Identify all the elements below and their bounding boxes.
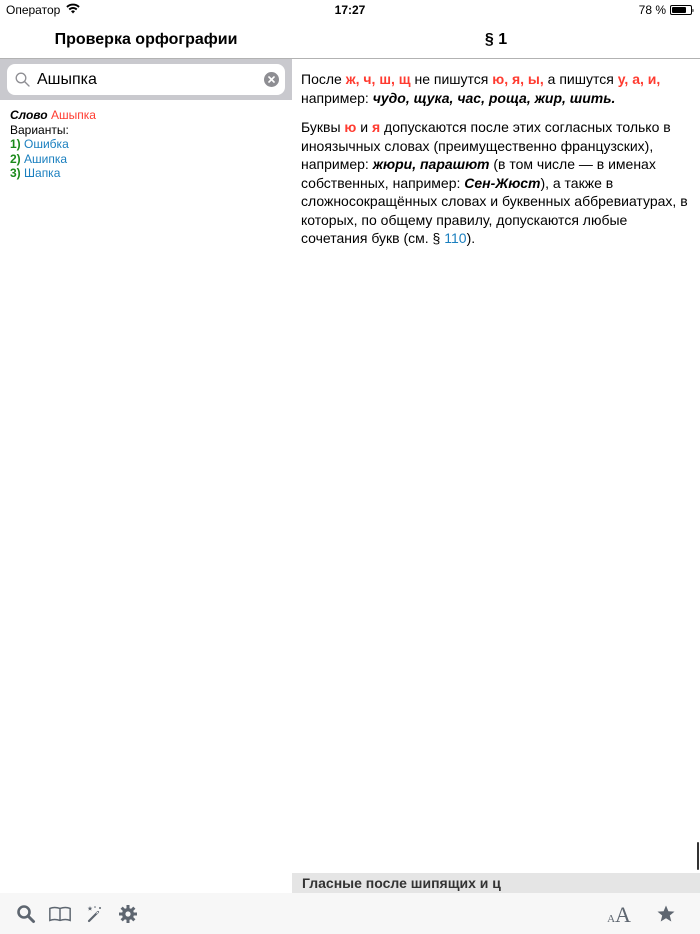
settings-button[interactable] [116,902,140,926]
text: и [356,119,372,135]
variant-item[interactable] [10,137,96,152]
status-right [639,3,692,17]
font-size-small-icon: A [607,913,616,925]
book-icon [48,904,72,924]
text: После [301,71,346,87]
variant-item[interactable] [10,152,96,167]
rule-paragraph-2 [301,118,691,248]
search-field[interactable] [7,64,285,95]
text: ), а также в сложносокращённых словах и буквенных аббревиатурах, в которых, по общему правилу, допускаются любые сочетания букв (см. § [301,174,688,246]
search-icon [16,904,36,924]
text: а пишутся [543,71,618,87]
right-pane-title: § 1 [484,30,508,48]
highlight: ж, ч, ш, щ [345,71,411,87]
highlight: у, а, и, [617,71,661,87]
variant-item[interactable] [10,166,96,181]
text: ). [466,230,476,246]
highlight: ю [344,119,357,135]
search-input[interactable] [37,71,264,89]
carrier-label: Оператор [6,3,61,17]
book-button[interactable] [48,902,72,926]
word-label: Слово [10,108,48,122]
variant-number: 2) [10,151,21,166]
example: жюри, парашют [372,156,490,172]
search-icon [13,71,31,89]
highlight: я [371,119,381,135]
spelling-results [10,108,96,181]
status-bar [0,0,700,20]
bottom-toolbar [0,893,700,934]
highlight: ю, я, ы, [492,71,544,87]
example: Сен-Жюст [464,174,541,191]
toolbar-left [14,902,140,926]
checked-word: Ашыпка [50,108,96,122]
variant-link[interactable]: Ашипка [24,151,68,166]
variant-number: 1) [10,137,21,151]
text: не пишутся [410,71,493,87]
example: чудо, щука, час, роща, жир, шить. [372,89,616,106]
text: Буквы [301,119,345,135]
variant-link[interactable]: Ошибка [24,137,69,151]
section-link[interactable]: 110 [444,230,467,246]
clear-icon [268,76,275,83]
text: (в том числе — в именах собственных, например: [301,156,656,191]
font-size-big-icon: A [615,902,631,927]
magic-wand-icon [84,904,104,924]
variant-link[interactable]: Шапка [24,166,61,180]
variants-label: Варианты: [10,122,69,137]
scroll-indicator[interactable] [697,842,699,870]
favorite-button[interactable] [654,902,678,926]
spellcheck-button[interactable] [82,902,106,926]
status-time: 17:27 [334,3,366,17]
word-line [10,108,96,123]
clear-search-button[interactable] [264,72,279,87]
battery-percent: 78 % [638,3,666,17]
variant-number: 3) [10,166,21,180]
search-bar [0,59,292,100]
text: например: [301,89,373,106]
battery-icon [670,5,692,15]
section-title-footer: Гласные после шипящих и ц [292,873,700,893]
star-icon [656,904,676,924]
font-size-button[interactable] [602,902,636,926]
text: допускаются после этих согласных только в иноязычных словах (преимущественно французских), например: [301,119,671,172]
rule-content [301,70,691,259]
gear-icon [118,904,138,924]
search-button[interactable] [14,902,38,926]
left-pane-title: Проверка орфографии [54,30,238,48]
toolbar-right [602,902,678,926]
rule-paragraph-1 [301,70,691,107]
